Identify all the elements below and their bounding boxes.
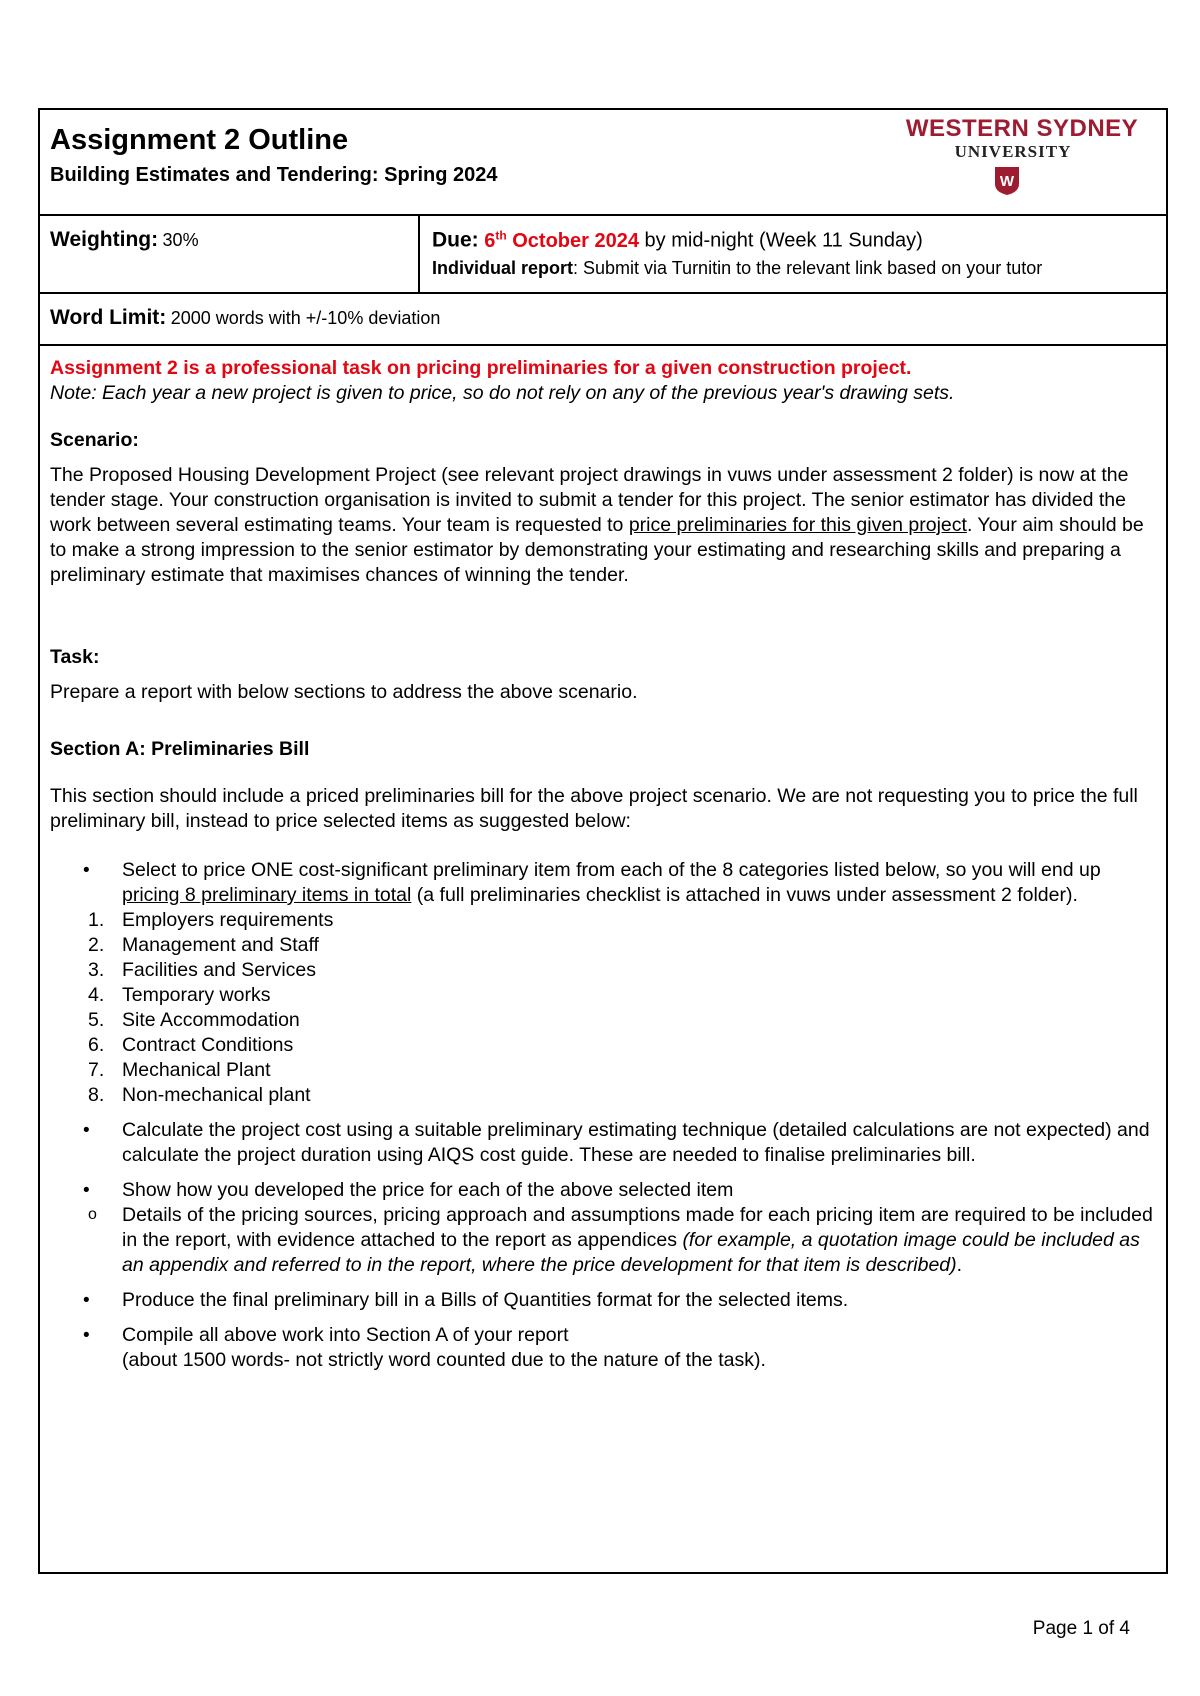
weighting-cell: [40, 216, 420, 292]
due-label: Due:: [432, 228, 479, 252]
page-number: Page 1 of 4: [1032, 1618, 1130, 1639]
intro-note: Note: Each year a new project is given to price, so do not rely on any of the previous year's drawing sets.: [50, 382, 955, 404]
bullet-calculate-cost: • Calculate the project cost using a suitable preliminary estimating technique (detailed calculations are not expected) and calculate the project duration using AIQS cost guide. These are needed to finalise preliminaries bill.: [50, 1118, 1156, 1168]
word-limit-row: [40, 294, 1166, 346]
section-a-intro: This section should include a priced preliminaries bill for the above project scenario. We are not requesting you to price the full preliminary bill, instead to price selected items as suggested below:: [50, 785, 1138, 832]
sub-item-details: o Details of the pricing sources, pricing approach and assumptions made for each pricing item are required to be included in the report, with evidence attached to the report as appendices (for example, a quotation image could be included as an appendix and referred to in the report, where the price development for that item is described).: [50, 1203, 1156, 1278]
word-limit-value: 2000 words with +/-10% deviation: [170, 308, 441, 328]
word-limit-label: Word Limit:: [50, 306, 167, 329]
page-title: Assignment 2 Outline: [50, 124, 349, 156]
weighting-value: 30%: [162, 230, 199, 250]
individual-label: Individual report: [432, 258, 574, 278]
bullet-show-price: • Show how you developed the price for each of the above selected item o Details of the pricing sources, pricing approach and assumptions made for each pricing item are required to be included in the report, with evidence attached to the report as appendices (for example, a quotation image could be included as an appendix and referred to in the report, where the price development for that item is described).: [50, 1178, 1156, 1278]
category-item: 4. Temporary works: [88, 984, 271, 1006]
task-heading: Task:: [50, 646, 100, 668]
scenario-text: The Proposed Housing Development Project (see relevant project drawings in vuws under assessment 2 folder) is now at the tender stage. Your construction organisation is invited to submit a tender for this project. The senior estimator has divided the work between several estimating teams. Your team is requested to price preliminaries for this given project. Your aim should be to make a strong impression to the senior estimator by demonstrating your estimating and researching skills and preparing a preliminary estimate that maximises chances of winning the tender.: [50, 464, 1144, 586]
due-rest: by mid-night (Week 11 Sunday): [644, 229, 923, 252]
logo-line-2: UNIVERSITY: [954, 142, 1072, 161]
bullet-compile: • Compile all above work into Section A of your report (about 1500 words- not strictly word counted due to the nature of the task).: [50, 1323, 1156, 1373]
header-row: [40, 110, 1166, 216]
weighting-due-row: [40, 216, 1166, 294]
assignment-content: [50, 356, 1156, 1383]
weighting-label: Weighting:: [50, 228, 159, 251]
category-item: 3. Facilities and Services: [88, 959, 316, 981]
due-day: 6th October 2024: [484, 228, 639, 252]
shield-letter: W: [999, 173, 1015, 190]
individual-text: : Submit via Turnitin to the relevant link based on your tutor: [573, 258, 1043, 278]
assignment-frame: [38, 108, 1168, 1574]
logo-line-1: WESTERN SYDNEY: [905, 115, 1139, 142]
bullet-select-items: • Select to price ONE cost-significant preliminary item from each of the 8 categories listed below, so you will end up pricing 8 preliminary items in total (a full preliminaries checklist is attached in vuws under assessment 2 folder). 1. Employers requirements 2. Management and Staff 3. Facilities and Services 4. Temporary works 5. Site Accommodation 6. Contract Conditions 7. Mechanical Plant 8. Non-mechanical plant: [50, 858, 1156, 1108]
task-text: Prepare a report with below sections to address the above scenario.: [50, 681, 638, 703]
category-item: 6. Contract Conditions: [88, 1034, 294, 1056]
individual-report-line: [432, 258, 1042, 279]
section-a-heading: Section A: Preliminaries Bill: [50, 738, 310, 760]
category-item: 5. Site Accommodation: [88, 1009, 300, 1031]
scenario-heading: Scenario:: [50, 429, 139, 451]
category-item: 7. Mechanical Plant: [88, 1059, 271, 1081]
section-a-bullets: [50, 858, 1156, 1373]
category-item: 1. Employers requirements: [88, 909, 334, 931]
page-subtitle: Building Estimates and Tendering: Spring 2024: [50, 164, 498, 186]
sub-list: [50, 1203, 1156, 1278]
due-line: [432, 228, 923, 253]
category-item: 2. Management and Staff: [88, 934, 319, 956]
intro-headline: Assignment 2 is a professional task on pricing preliminaries for a given construction project.: [50, 357, 912, 379]
category-list: [50, 908, 1156, 1108]
category-item: 8. Non-mechanical plant: [88, 1084, 311, 1106]
bullet-final-bill: • Produce the final preliminary bill in a Bills of Quantities format for the selected items.: [50, 1288, 1156, 1313]
university-shield-icon: [994, 166, 1020, 196]
scenario-underlined: price preliminaries for this given project: [628, 514, 967, 536]
university-logo: [902, 116, 1142, 212]
